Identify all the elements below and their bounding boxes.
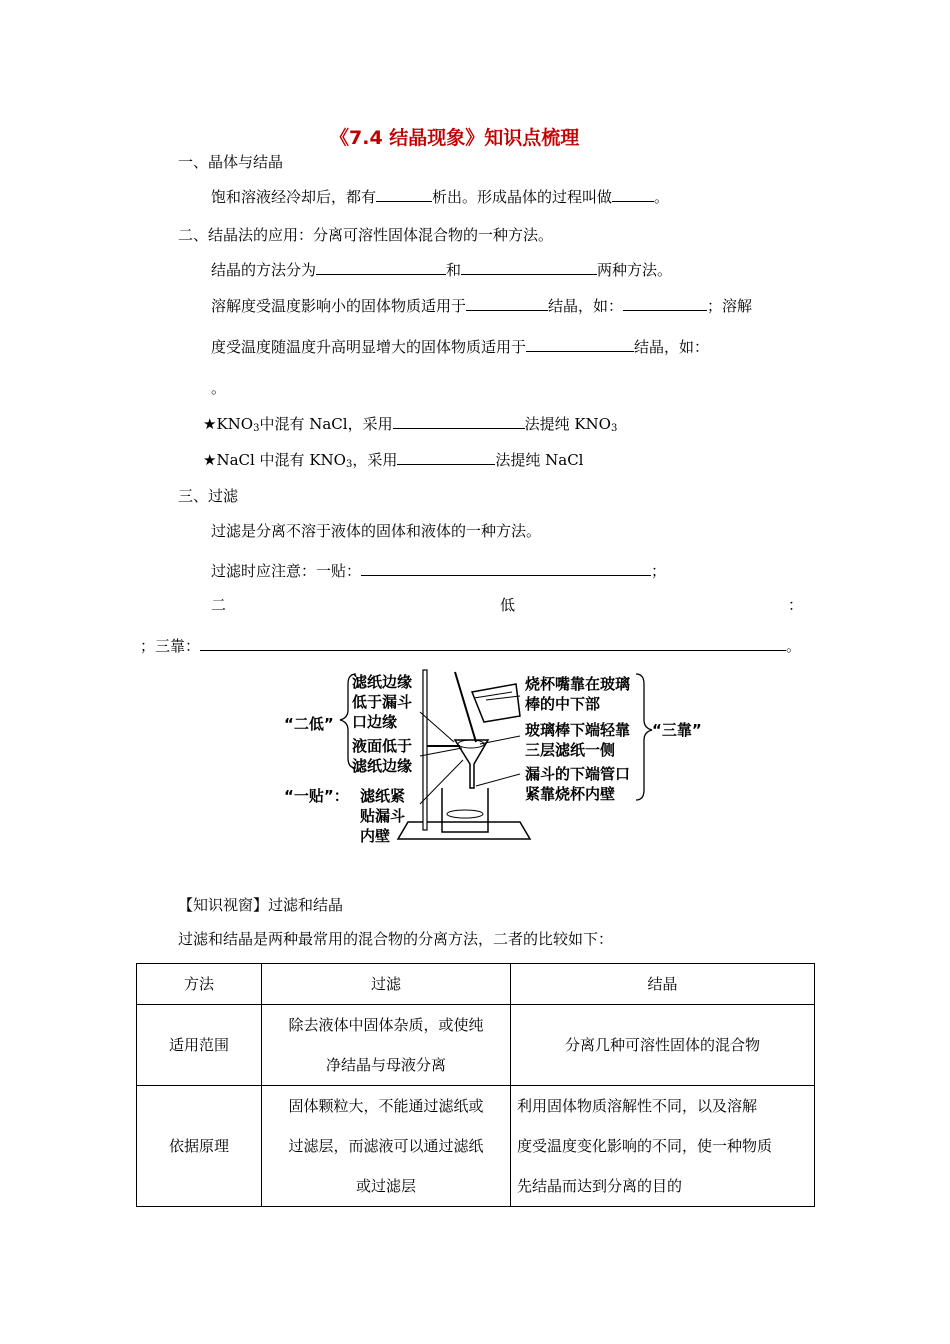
cell-line: 过滤层，而滤液可以通过滤纸 [288,1137,484,1155]
sankao-item: 漏斗的下端管口 [525,765,631,783]
text: ★NaCl 中混有 KNO [203,451,346,469]
yitie-item: 贴漏斗 [360,807,406,825]
text: ，采用 [352,451,398,469]
table-cell: 依据原理 [137,1086,262,1207]
pointer-line [476,774,520,786]
section-2-line-b [211,337,709,357]
section-1-heading: 一、晶体与结晶 [178,153,284,171]
section-2-heading: 二、结晶法的应用：分离可溶性固体混合物的一种方法。 [178,226,554,244]
comparison-table [136,963,815,1207]
blank [397,450,495,465]
window-intro: 过滤和结晶是两种最常用的混合物的分离方法，二者的比较如下： [178,930,614,948]
filtrate-shape [447,810,483,818]
window-heading: 【知识视窗】过滤和结晶 [178,896,344,914]
cell-line: 度受温度变化影响的不同，使一种物质 [517,1137,773,1155]
text: ；三靠： [140,637,201,655]
subscript: 3 [610,423,618,434]
section-2-line-a [211,296,752,316]
section-1-line [211,187,669,207]
text: 度受温度随温度升高明显增大的固体物质适用于 [211,338,527,356]
section-2-methods [211,260,672,280]
table-cell: 适用范围 [137,1005,262,1086]
blank [376,187,432,202]
blank [623,296,707,311]
text: ；溶解 [707,297,753,315]
sankao-item: 棒的中下部 [525,695,601,713]
text: 过滤时应注意：一贴： [211,562,362,580]
blank [393,414,525,429]
blank [316,260,446,275]
blank [466,296,548,311]
table-cell [262,1086,511,1207]
blank [361,561,651,576]
text: 结晶，如： [548,297,624,315]
filtration-diagram [280,664,702,850]
yitie-item: 滤纸紧 [360,787,406,805]
stand-base-shape [398,822,530,839]
text: 两种方法。 [597,261,673,279]
sankao-item: 紧靠烧杯内壁 [525,785,616,803]
erdi-item: 滤纸边缘 [352,757,413,775]
stand-rod-shape [423,670,427,830]
erdi-label: “二低” [284,715,334,733]
blank [200,636,786,651]
er-char: 二 [211,596,227,614]
table-cell [511,1086,815,1207]
erdi-item: 低于漏斗 [352,693,413,711]
funnel-shape [455,740,488,788]
yitie-item: 内壁 [360,827,391,845]
subscript: 3 [345,459,353,470]
cell-line: 或过滤层 [355,1177,416,1195]
text: 。 [786,637,802,655]
cell-line: 净结晶与母液分离 [325,1056,446,1074]
text: 结晶，如： [634,338,710,356]
sankao-line [140,636,801,656]
table-cell: 分离几种可溶性固体的混合物 [511,1005,815,1086]
pouring-beaker-shape [472,684,520,722]
table-row [137,1086,815,1207]
sankao-label: “三靠” [652,721,702,739]
text: 和 [446,261,462,279]
text: 法提纯 KNO [524,415,611,433]
glass-rod-shape [455,672,476,742]
star-line-2 [203,450,583,475]
table-cell [262,1005,511,1086]
yitie-label: “一贴”： [284,787,349,805]
cell-line: 先结晶而达到分离的目的 [517,1177,683,1195]
text: 结晶的方法分为 [211,261,317,279]
colon-char: ： [788,596,804,614]
table-row [137,964,815,1005]
doc-title: 《7.4 结晶现象》知识点梳理 [330,127,580,149]
text: 饱和溶液经冷却后，都有 [211,188,377,206]
table-header-cell: 过滤 [262,964,511,1005]
sankao-item: 三层滤纸一侧 [525,741,616,759]
text: 溶解度受温度影响小的固体物质适用于 [211,297,467,315]
cell-line: 除去液体中固体杂质，或使纯 [288,1016,484,1034]
erdi-item: 滤纸边缘 [352,673,413,691]
text: ； [651,562,667,580]
section-3-line-1: 过滤是分离不溶于液体的固体和液体的一种方法。 [211,522,542,540]
right-bracket-shape [636,674,652,800]
section-3-heading: 三、过滤 [178,487,239,505]
text: 析出。形成晶体的过程叫做 [432,188,613,206]
section-3-line-2 [211,561,666,581]
text: 。 [654,188,670,206]
star-line-1 [203,414,617,439]
sankao-item: 玻璃棒下端轻靠 [525,721,631,739]
table-header-cell: 结晶 [511,964,815,1005]
table-row [137,1005,815,1086]
blank [461,260,597,275]
erdi-item: 口边缘 [352,713,398,731]
blank [526,337,634,352]
di-char: 低 [500,596,516,614]
erdi-item: 液面低于 [352,737,413,755]
text: 法提纯 NaCl [495,451,584,469]
cell-line: 固体颗粒大，不能通过滤纸或 [288,1097,484,1115]
sankao-item: 烧杯嘴靠在玻璃 [525,675,631,693]
table-header-cell: 方法 [137,964,262,1005]
subscript: 3 [253,423,260,434]
section-2-line-c: 。 [211,379,227,397]
cell-line: 利用固体物质溶解性不同，以及溶解 [517,1097,758,1115]
blank [612,187,654,202]
text: 中混有 NaCl，采用 [259,415,393,433]
text: ★KNO [203,415,254,433]
